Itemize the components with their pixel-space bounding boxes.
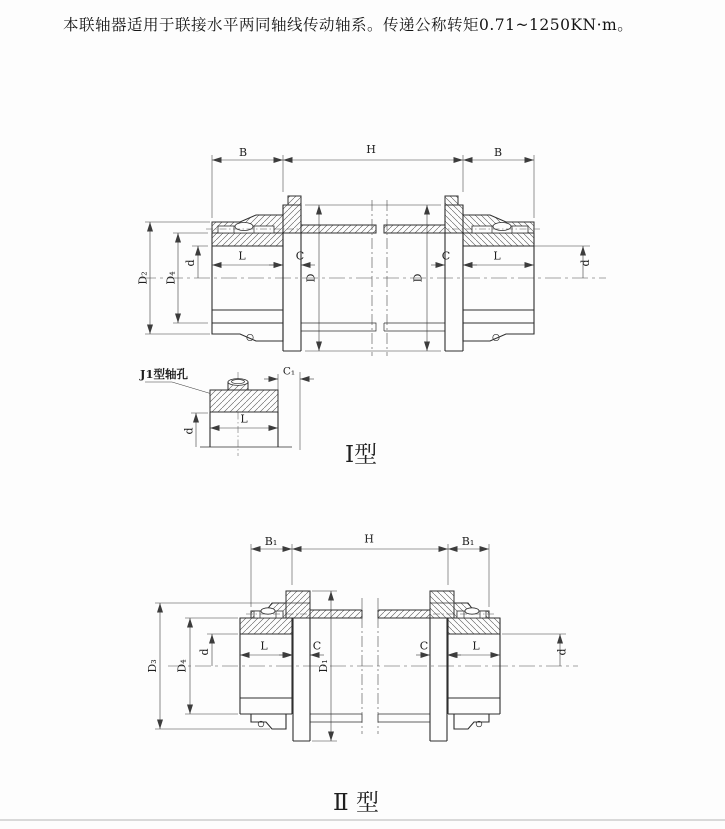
dim-label-c-right: C	[441, 249, 451, 263]
dim-label-c1: C₁	[282, 365, 296, 378]
dim-label-dia-left: D	[411, 273, 425, 283]
type1-title: I型	[345, 442, 378, 468]
dim-label-d-right-2: d	[555, 648, 569, 656]
dim-label-l-right-2: L	[472, 639, 480, 653]
dim-label-l-left: L	[238, 249, 246, 263]
page-bottom-divider	[0, 819, 725, 821]
type1-figure	[137, 143, 607, 468]
dim-label-d4-2: D₄	[175, 659, 189, 673]
type2-figure	[146, 533, 578, 817]
dim-label-d-left: d	[184, 259, 197, 267]
type1-right-coupling	[445, 196, 540, 351]
dim-label-b1-left: B₁	[264, 535, 278, 548]
dim-label-h2: H	[364, 532, 374, 546]
dim-label-d2: D₂	[136, 271, 150, 285]
dim-label-l-right: L	[493, 249, 501, 263]
type1-detail-j1	[139, 366, 314, 457]
dim-label-b1-right: B₁	[461, 535, 475, 548]
dim-label-d-left-2: d	[198, 648, 211, 656]
type2-extension-lines	[155, 544, 566, 741]
dim-label-dia-right: D	[304, 273, 318, 283]
dim-label-d1: D₁	[317, 659, 330, 673]
type1-dimension-labels	[137, 143, 593, 285]
dim-label-l-left-2: L	[260, 639, 268, 653]
dim-label-c-right-2: C	[419, 639, 429, 653]
type1-left-coupling	[206, 196, 301, 351]
type2-dimension-labels	[146, 533, 569, 673]
detail-title: J1型轴孔	[140, 367, 188, 381]
dim-label-c-left: C	[295, 249, 305, 263]
dim-label-h: H	[366, 143, 376, 156]
type2-right-coupling	[424, 591, 500, 741]
dim-label-d-right: d	[579, 259, 592, 267]
type1-dimension-lines	[150, 160, 583, 351]
dim-label-d4: D₄	[164, 271, 178, 285]
dim-label-detail-l: L	[240, 412, 248, 426]
dim-label-detail-d: d	[182, 427, 196, 435]
dim-label-d3: D₃	[146, 659, 159, 673]
dim-label-b-right: B	[493, 146, 503, 159]
dim-label-c-left-2: C	[312, 639, 322, 653]
description-text: 本联轴器适用于联接水平两同轴线传动轴系。传递公称转矩0.71~1250KN·m。	[63, 16, 634, 34]
type2-title: Ⅱ 型	[333, 790, 379, 816]
dim-label-b-left: B	[238, 146, 248, 159]
